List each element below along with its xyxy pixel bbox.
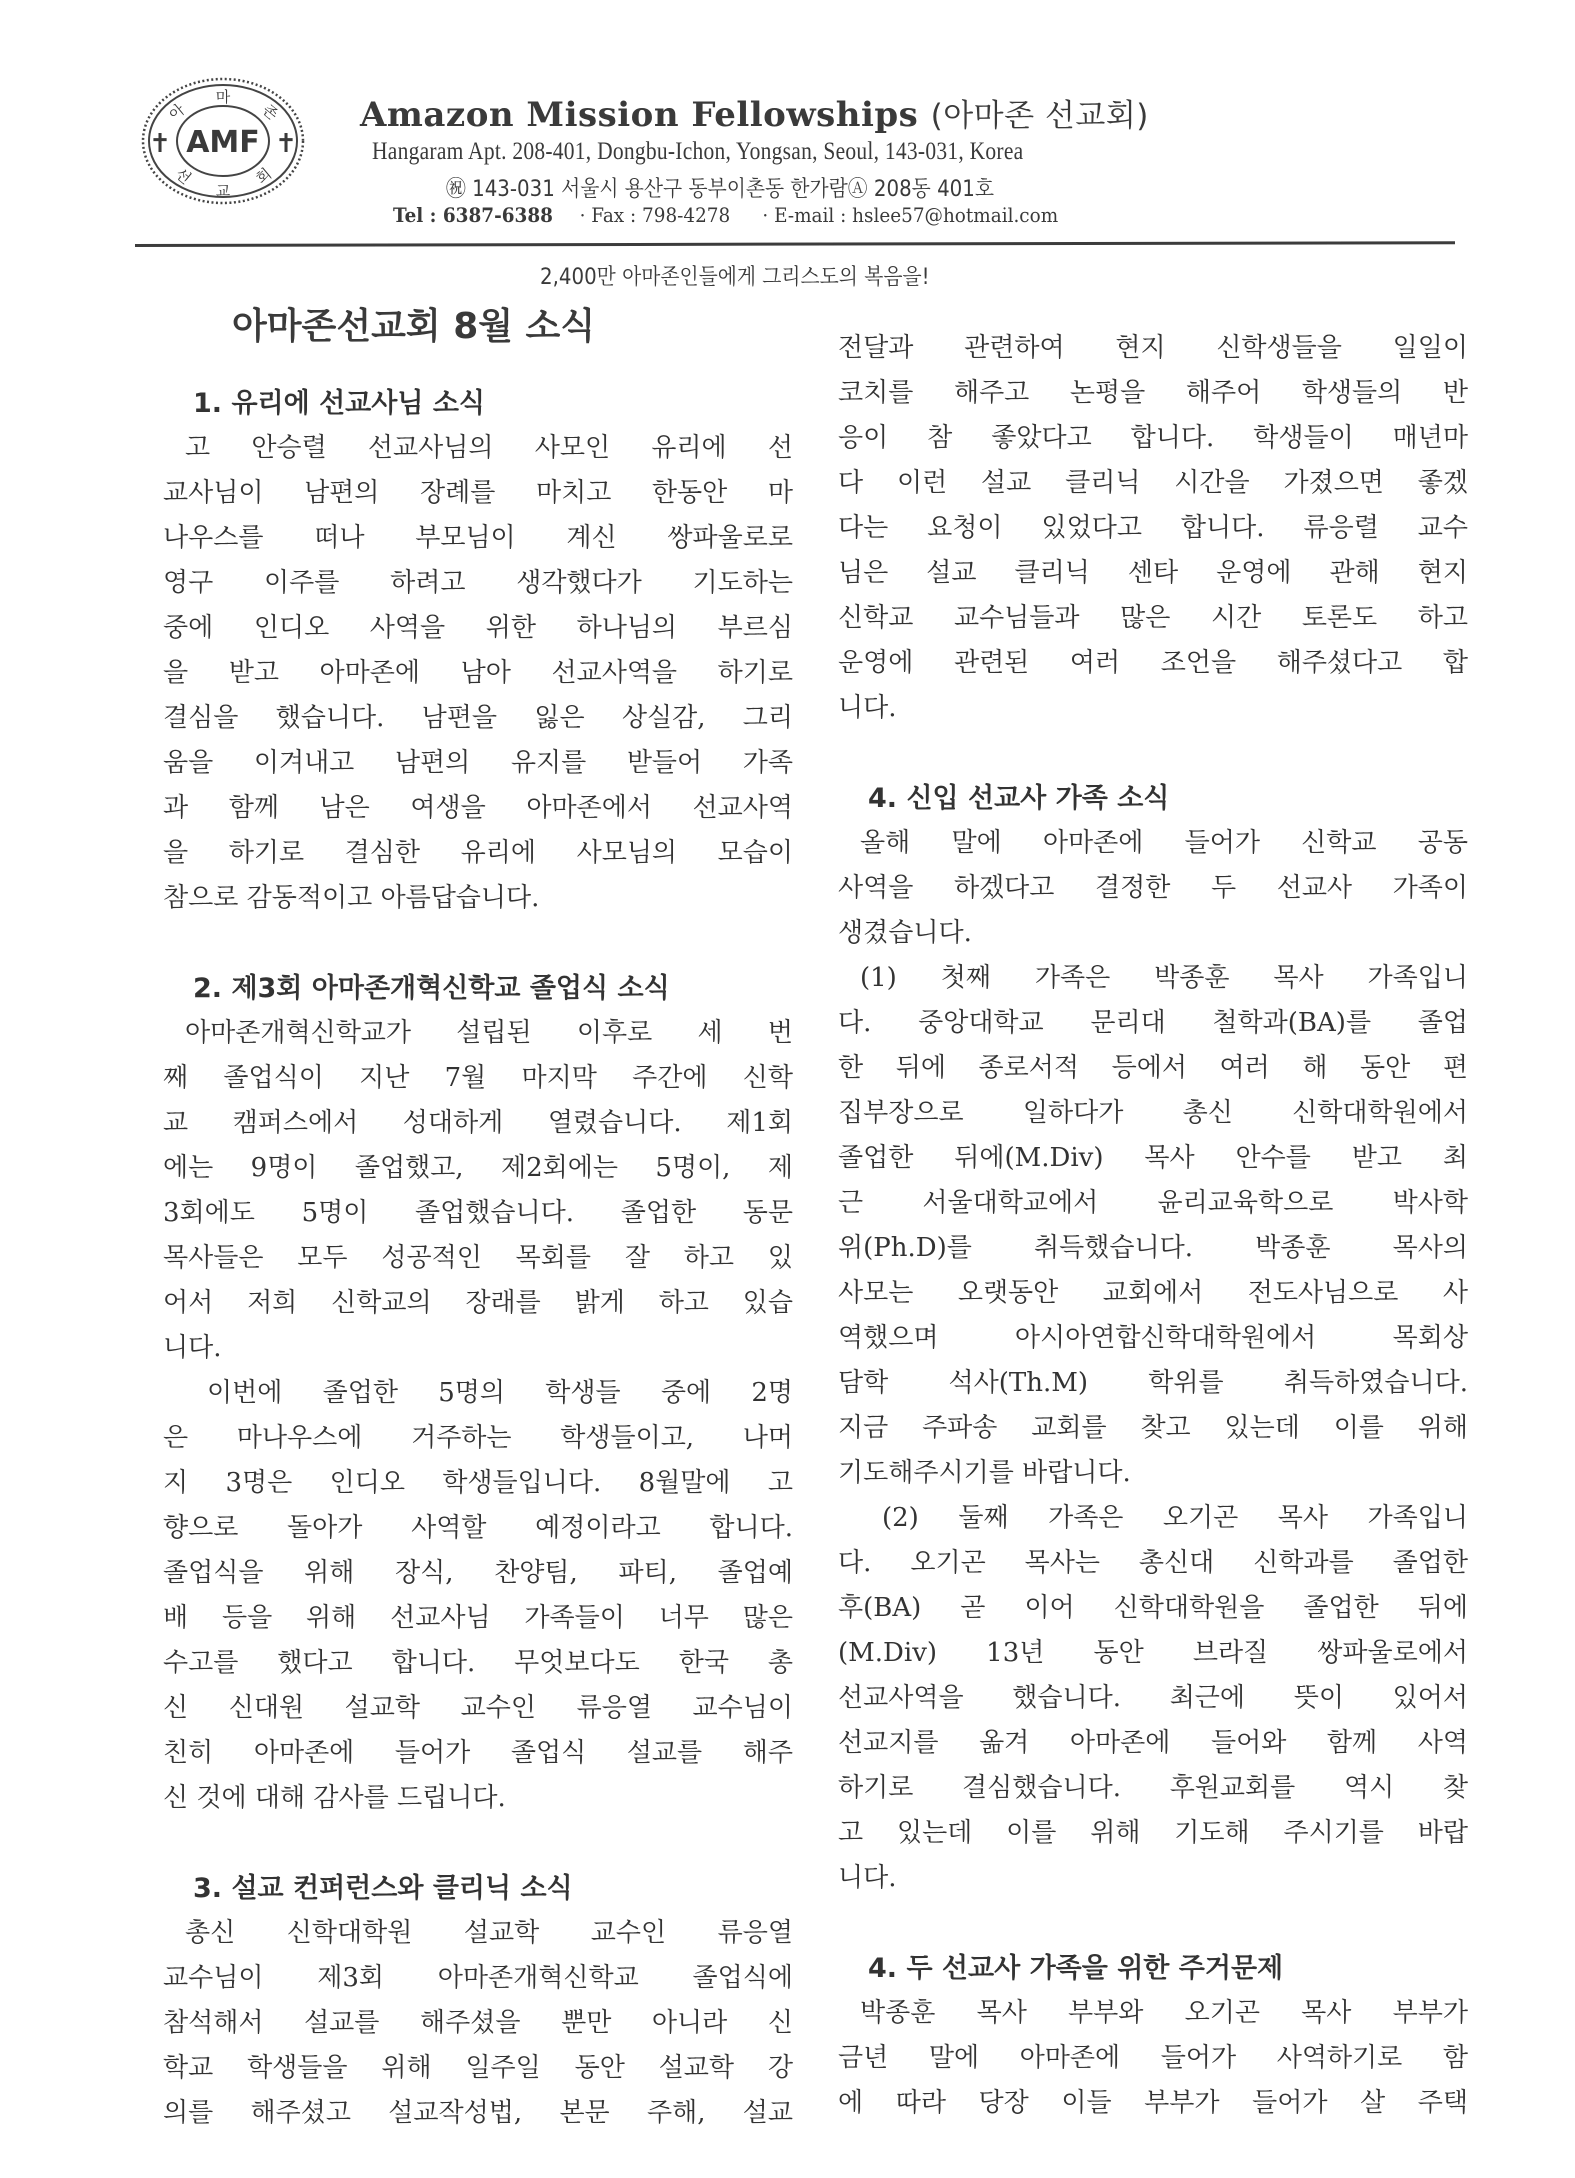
text-line: 에 따라 당장 이들 부부가 들어가 살 주택 [838, 2088, 1468, 2118]
text-line: 이번에 졸업한 5명의 학생들 중에 2명 [207, 1378, 793, 1408]
text-line: 아마존개혁신학교가 설립된 이후로 세 번 [185, 1018, 793, 1048]
text-line: 의를 해주셨고 설교작성법, 본문 주해, 설교 [163, 2098, 793, 2128]
text-line: 을 하기로 결심한 유리에 사모님의 모습이 [163, 838, 793, 868]
text-line: 다는 요청이 있었다고 합니다. 류응렬 교수 [838, 513, 1468, 543]
text-line: 코치를 해주고 논평을 해주어 학생들의 반 [838, 378, 1468, 408]
svg-text:회: 회 [252, 164, 276, 188]
text-line: 친히 아마존에 들어가 졸업식 설교를 해주 [163, 1738, 793, 1768]
newsletter-title: 아마존선교회 8월 소식 [232, 306, 596, 347]
text-line: 참으로 감동적이고 아름답습니다. [163, 883, 540, 913]
text-line: 영구 이주를 하려고 생각했다가 기도하는 [163, 568, 793, 598]
section-heading: 4. 두 선교사 가족을 위한 주거문제 [868, 1953, 1284, 1984]
text-line: 을 받고 아마존에 남아 선교사역을 하기로 [163, 658, 793, 688]
text-line: 선교지를 옮겨 아마존에 들어와 함께 사역 [838, 1728, 1468, 1758]
text-line: 목사들은 모두 성공적인 목회를 잘 하고 있 [163, 1243, 793, 1273]
amf-logo [140, 76, 306, 206]
section-heading: 1. 유리에 선교사님 소식 [193, 388, 485, 419]
text-line: 선교사역을 했습니다. 최근에 뜻이 있어서 [838, 1683, 1468, 1713]
text-line: 신 것에 대해 감사를 드립니다. [163, 1783, 506, 1813]
fax: · Fax : 798-4278 [579, 203, 731, 227]
organization-name-korean: (아마존 선교회) [930, 98, 1149, 134]
section-heading: 2. 제3회 아마존개혁신학교 졸업식 소식 [193, 973, 670, 1004]
text-line: 니다. [838, 693, 897, 723]
text-line: 박종훈 목사 부부와 오기곤 목사 부부가 [860, 1998, 1468, 2028]
text-line: 나우스를 떠나 부모님이 계신 쌍파울로로 [163, 523, 793, 553]
text-line: 사역을 하겠다고 결정한 두 선교사 가족이 [838, 873, 1468, 903]
section-heading: 4. 신입 선교사 가족 소식 [868, 783, 1170, 814]
text-line: 신학교 교수님들과 많은 시간 토론도 하고 [838, 603, 1468, 633]
right-column [838, 326, 1468, 2126]
telephone: Tel : 6387-6388 [393, 203, 553, 227]
text-line: 학교 학생들을 위해 일주일 동안 설교학 강 [163, 2053, 793, 2083]
text-line: 어서 저희 신학교의 장래를 밝게 하고 있습 [163, 1288, 793, 1318]
text-line: 은 마나우스에 거주하는 학생들이고, 나머 [163, 1423, 793, 1453]
text-line: 3회에도 5명이 졸업했습니다. 졸업한 동문 [163, 1198, 793, 1228]
text-line: 니다. [163, 1333, 222, 1363]
spacer [838, 1901, 1468, 1946]
text-line: 교수님이 제3회 아마존개혁신학교 졸업식에 [163, 1963, 793, 1993]
text-line: (M.Div) 13년 동안 브라질 쌍파울로에서 [838, 1638, 1468, 1668]
amf-seal-icon [140, 76, 306, 206]
text-line: 과 함께 남은 여생을 아마존에서 선교사역 [163, 793, 793, 823]
slogan: 2,400만 아마존인들에게 그리스도의 복음을! [540, 265, 930, 290]
svg-text:✝: ✝ [275, 129, 297, 159]
text-line: 수고를 했다고 합니다. 무엇보다도 한국 총 [163, 1648, 793, 1678]
text-line: 운영에 관련된 여러 조언을 해주셨다고 합 [838, 648, 1468, 678]
text-line: 님은 설교 클리닉 센타 운영에 관해 현지 [838, 558, 1468, 588]
text-line: 기도해주시기를 바랍니다. [838, 1458, 1131, 1488]
address-english: Hangaram Apt. 208-401, Dongbu-Ichon, Yongsan, Seoul, 143-031, Korea [372, 138, 1024, 165]
text-line: 졸업식을 위해 장식, 찬양팀, 파티, 졸업예 [163, 1558, 793, 1588]
text-line: 니다. [838, 1863, 897, 1893]
text-line: 총신 신학대학원 설교학 교수인 류응열 [185, 1918, 793, 1948]
spacer [838, 731, 1468, 776]
header-divider [135, 241, 1455, 247]
text-line: 교 캠퍼스에서 성대하게 열렸습니다. 제1회 [163, 1108, 793, 1138]
text-line: 향으로 돌아가 사역할 예정이라고 합니다. [163, 1513, 793, 1543]
text-line: 에는 9명이 졸업했고, 제2회에는 5명이, 제 [163, 1153, 793, 1183]
spacer [163, 1821, 793, 1866]
text-line: 째 졸업식이 지난 7월 마지막 주간에 신학 [163, 1063, 793, 1093]
text-line: 다. 중앙대학교 문리대 철학과(BA)를 졸업 [838, 1008, 1468, 1038]
svg-text:교: 교 [215, 182, 231, 200]
text-line: 사모는 오랫동안 교회에서 전도사님으로 사 [838, 1278, 1468, 1308]
text-line: 전달과 관련하여 현지 신학생들을 일일이 [838, 333, 1468, 363]
address-korean: ㊗ 143-031 서울시 용산구 동부이촌동 한가람Ⓐ 208동 401호 [446, 177, 995, 202]
text-line: 고 있는데 이를 위해 기도해 주시기를 바랍 [838, 1818, 1468, 1848]
text-line: 다. 오기곤 목사는 총신대 신학과를 졸업한 [838, 1548, 1468, 1578]
text-line: 집부장으로 일하다가 총신 신학대학원에서 [838, 1098, 1468, 1128]
text-line: (1) 첫째 가족은 박종훈 목사 가족입니 [860, 963, 1468, 993]
organization-name [360, 90, 1149, 135]
svg-text:AMF: AMF [186, 125, 260, 160]
text-line: 올해 말에 아마존에 들어가 신학교 공동 [860, 828, 1468, 858]
text-line: 결심을 했습니다. 남편을 잃은 상실감, 그리 [163, 703, 793, 733]
text-line: 지 3명은 인디오 학생들입니다. 8월말에 고 [163, 1468, 793, 1498]
text-line: 응이 참 좋았다고 합니다. 학생들이 매년마 [838, 423, 1468, 453]
text-line: 담학 석사(Th.M) 학위를 취득하였습니다. [838, 1368, 1468, 1398]
text-line: 하기로 결심했습니다. 후원교회를 역시 찾 [838, 1773, 1468, 1803]
text-line: 금년 말에 아마존에 들어가 사역하기로 함 [838, 2043, 1468, 2073]
text-line: 신 신대원 설교학 교수인 류응열 교수님이 [163, 1693, 793, 1723]
text-line: 졸업한 뒤에(M.Div) 목사 안수를 받고 최 [838, 1143, 1468, 1173]
contact-line [393, 203, 1064, 227]
email: · E-mail : hslee57@hotmail.com [762, 203, 1059, 227]
svg-text:존: 존 [258, 100, 282, 124]
svg-text:선: 선 [171, 164, 195, 188]
text-line: 후(BA) 곧 이어 신학대학원을 졸업한 뒤에 [838, 1593, 1468, 1623]
text-line: (2) 둘째 가족은 오기곤 목사 가족입니 [882, 1503, 1468, 1533]
svg-text:마: 마 [215, 88, 231, 106]
left-column [163, 381, 793, 2136]
text-line: 근 서울대학교에서 윤리교육학으로 박사학 [838, 1188, 1468, 1218]
text-line: 한 뒤에 종로서적 등에서 여러 해 동안 편 [838, 1053, 1468, 1083]
organization-name-english: Amazon Mission Fellowships [360, 95, 919, 135]
text-line: 움을 이겨내고 남편의 유지를 받들어 가족 [163, 748, 793, 778]
text-line: 참석해서 설교를 해주셨을 뿐만 아니라 신 [163, 2008, 793, 2038]
text-line: 지금 주파송 교회를 찾고 있는데 이를 위해 [838, 1413, 1468, 1443]
text-line: 고 안승렬 선교사님의 사모인 유리에 선 [185, 433, 793, 463]
text-line: 배 등을 위해 선교사님 가족들이 너무 많은 [163, 1603, 793, 1633]
section-heading: 3. 설교 컨퍼런스와 클리닉 소식 [193, 1873, 573, 1904]
text-line: 교사님이 남편의 장례를 마치고 한동안 마 [163, 478, 793, 508]
text-line: 위(Ph.D)를 취득했습니다. 박종훈 목사의 [838, 1233, 1468, 1263]
text-line: 중에 인디오 사역을 위한 하나님의 부르심 [163, 613, 793, 643]
text-line: 역했으며 아시아연합신학대학원에서 목회상 [838, 1323, 1468, 1353]
spacer [163, 921, 793, 966]
svg-text:아: 아 [165, 100, 189, 124]
text-line: 다 이런 설교 클리닉 시간을 가졌으면 좋겠 [838, 468, 1468, 498]
svg-text:✝: ✝ [149, 129, 171, 159]
text-line: 생겼습니다. [838, 918, 972, 948]
